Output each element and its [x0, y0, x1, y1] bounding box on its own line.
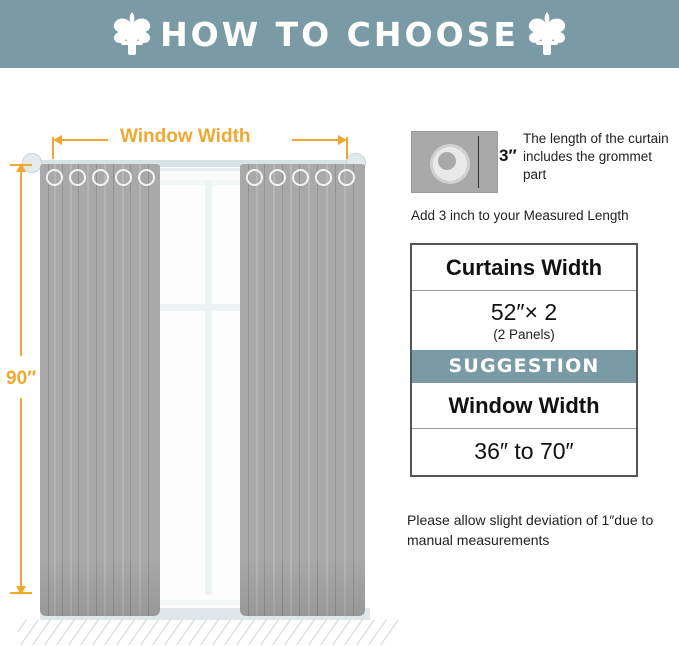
card-window-width-title: Window Width [412, 383, 636, 429]
grommet-icon [315, 169, 332, 186]
grommet-icon [46, 169, 63, 186]
sizing-card [410, 243, 638, 477]
card-panels-note: (2 Panels) [493, 327, 555, 342]
fleur-de-lis-icon [104, 9, 160, 59]
add-length-note: Add 3 inch to your Measured Length [411, 208, 629, 223]
height-line-upper [20, 166, 22, 356]
curtain-panel-left [40, 164, 160, 616]
grommet-dimension-line [478, 136, 479, 188]
page-title: HOW TO CHOOSE [160, 14, 519, 54]
card-curtains-width-value: 52″× 2 [490, 299, 558, 325]
height-line-lower [20, 398, 22, 588]
grommet-icon [338, 169, 355, 186]
grommet-icon [269, 169, 286, 186]
grommet-hole [438, 152, 456, 170]
curtain-height-label: 90″ [6, 368, 37, 389]
grommet-note-text: The length of the curtain includes the grommet part [523, 131, 669, 183]
header-banner [0, 0, 679, 68]
window-width-label: Window Width [120, 126, 251, 147]
width-arrowhead-left [53, 135, 62, 145]
height-tick-top [10, 164, 32, 166]
window-curtain-illustration [0, 68, 400, 636]
width-arrowhead-right [338, 135, 347, 145]
window-mullion-vertical [205, 180, 212, 595]
card-curtains-width-title: Curtains Width [412, 245, 636, 291]
grommet-dimension-label: 3″ [499, 146, 517, 165]
width-arrow-line-left [60, 139, 108, 141]
grommet-icon [246, 169, 263, 186]
curtain-panel-right [240, 164, 365, 616]
card-suggestion-banner: SUGGESTION [412, 350, 636, 383]
width-arrow-line-right [292, 139, 340, 141]
grommet-icon [292, 169, 309, 186]
grommet-icon [92, 169, 109, 186]
grommet-detail-illustration [411, 131, 498, 193]
right-info-column [405, 68, 673, 636]
card-window-width-range: 36″ to 70″ [474, 438, 574, 464]
grommet-icon [115, 169, 132, 186]
grommet-icon [138, 169, 155, 186]
height-tick-bottom [10, 592, 32, 594]
measurement-disclaimer: Please allow slight deviation of 1″due to manual measurements [407, 512, 654, 549]
floor-hatching [18, 620, 398, 646]
grommet-icon [69, 169, 86, 186]
fleur-de-lis-icon [519, 9, 575, 59]
